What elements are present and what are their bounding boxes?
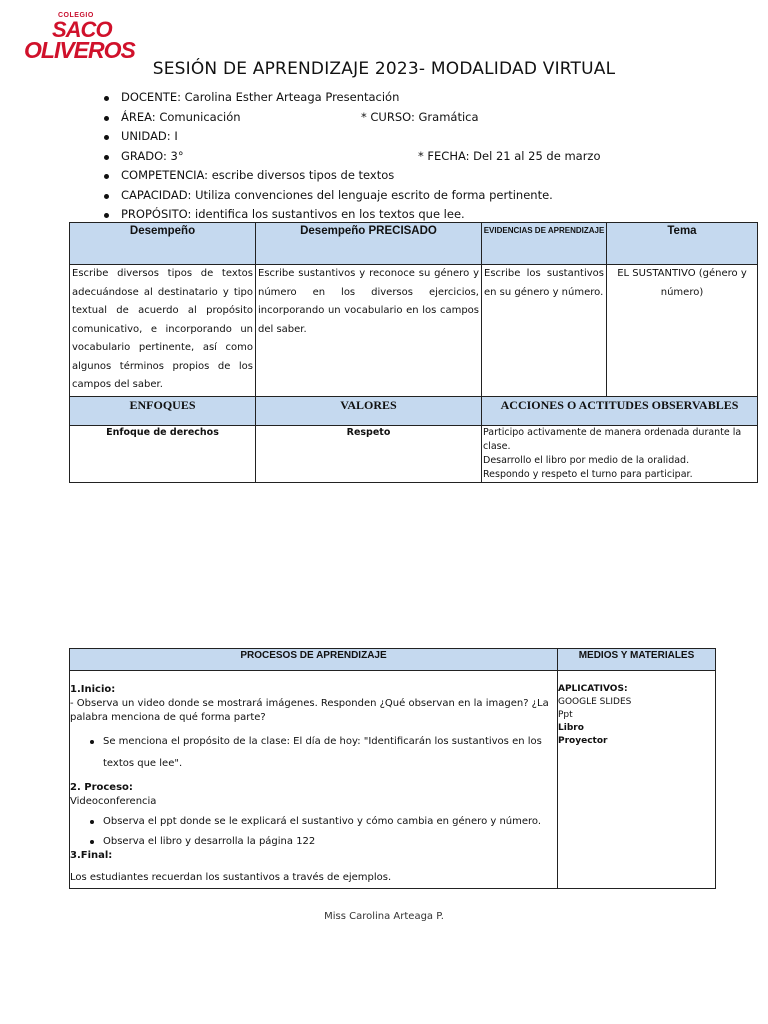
inicio-title: 1.Inicio: <box>70 684 116 695</box>
cell-desempeno: Escribe diversos tipos de textos adecuándose al destinatario y tipo textual de acuerdo al propósito comunicativo, e incorporando un vocabulario pertinente, así como algunos términos propios de los campos del saber. <box>70 265 256 397</box>
logo-line1: SACO <box>52 17 112 42</box>
logo-small-text: COLEGIO <box>58 12 94 19</box>
header-desempeno-precisado: Desempeño PRECISADO <box>256 223 482 265</box>
bullet-icon <box>104 213 109 218</box>
header-tema: Tema <box>607 223 758 265</box>
bullet-icon <box>104 135 109 140</box>
cell-precisado: Escribe sustantivos y reconoce su género y número en los diversos ejercicios, incorporando un vocabulario en los campos del saber. <box>256 265 482 397</box>
cell-enfoque: Enfoque de derechos <box>70 426 256 483</box>
bullet-icon <box>90 840 94 844</box>
inicio-bullet: Se menciona el propósito de la clase: El día de hoy: "Identificarán los sustantivos en los textos que lee". <box>70 731 557 775</box>
accion-item: Participo activamente de manera ordenada durante la clase. <box>483 427 742 452</box>
header-valores: VALORES <box>256 397 482 426</box>
bullet-icon <box>104 116 109 121</box>
logo-line2: OLIVEROS <box>24 37 135 63</box>
info-curso: * CURSO: Gramática <box>361 109 479 124</box>
bullet-icon <box>104 194 109 199</box>
cell-valor: Respeto <box>256 426 482 483</box>
bullet-icon <box>90 740 94 744</box>
header-evidencias: EVIDENCIAS DE APRENDIZAJE <box>482 223 607 265</box>
bullet-icon <box>104 174 109 179</box>
bullet-icon <box>104 155 109 160</box>
proceso-title: 2. Proceso: <box>70 782 133 793</box>
material-item: APLICATIVOS: <box>558 684 628 694</box>
cell-procesos <box>70 671 558 889</box>
procesos-table <box>69 648 716 889</box>
bullet-icon <box>104 96 109 101</box>
material-item: Libro <box>558 723 584 733</box>
accion-item: Respondo y respeto el turno para participar. <box>483 469 693 480</box>
page-title: SESIÓN DE APRENDIZAJE 2023- MODALIDAD VIRTUAL <box>152 59 616 79</box>
header-medios: MEDIOS Y MATERIALES <box>558 649 716 671</box>
cell-tema: EL SUSTANTIVO (género y número) <box>607 265 758 397</box>
material-item: Proyector <box>558 736 608 746</box>
header-enfoques: ENFOQUES <box>70 397 256 426</box>
header-procesos: PROCESOS DE APRENDIZAJE <box>70 649 558 671</box>
proceso-bullet: Observa el libro y desarrolla la página 122 <box>70 835 557 849</box>
material-item: GOOGLE SLIDES <box>558 697 632 707</box>
desempeno-table <box>69 222 758 483</box>
material-item: Ppt <box>558 710 573 720</box>
header-desempeno: Desempeño <box>70 223 256 265</box>
bullet-icon <box>90 820 94 824</box>
inicio-text: - Observa un video donde se mostrará imágenes. Responden ¿Qué observan en la imagen? ¿La palabra menciona de qué forma parte? <box>70 698 549 723</box>
info-fecha: * FECHA: Del 21 al 25 de marzo <box>418 148 601 163</box>
cell-evidencias: Escribe los sustantivos en su género y número. <box>482 265 607 397</box>
final-title: 3.Final: <box>70 850 113 861</box>
cell-acciones <box>482 426 758 483</box>
accion-item: Desarrollo el libro por medio de la oralidad. <box>483 455 690 466</box>
final-text: Los estudiantes recuerdan los sustantivos a través de ejemplos. <box>70 872 392 883</box>
signature: Miss Carolina Arteaga P. <box>324 911 444 922</box>
proceso-text: Videoconferencia <box>70 796 157 807</box>
header-acciones: ACCIONES O ACTITUDES OBSERVABLES <box>482 397 758 426</box>
school-logo <box>22 12 135 63</box>
proceso-bullet: Observa el ppt donde se le explicará el sustantivo y cómo cambia en género y número. <box>70 815 557 829</box>
cell-materiales <box>558 671 716 889</box>
